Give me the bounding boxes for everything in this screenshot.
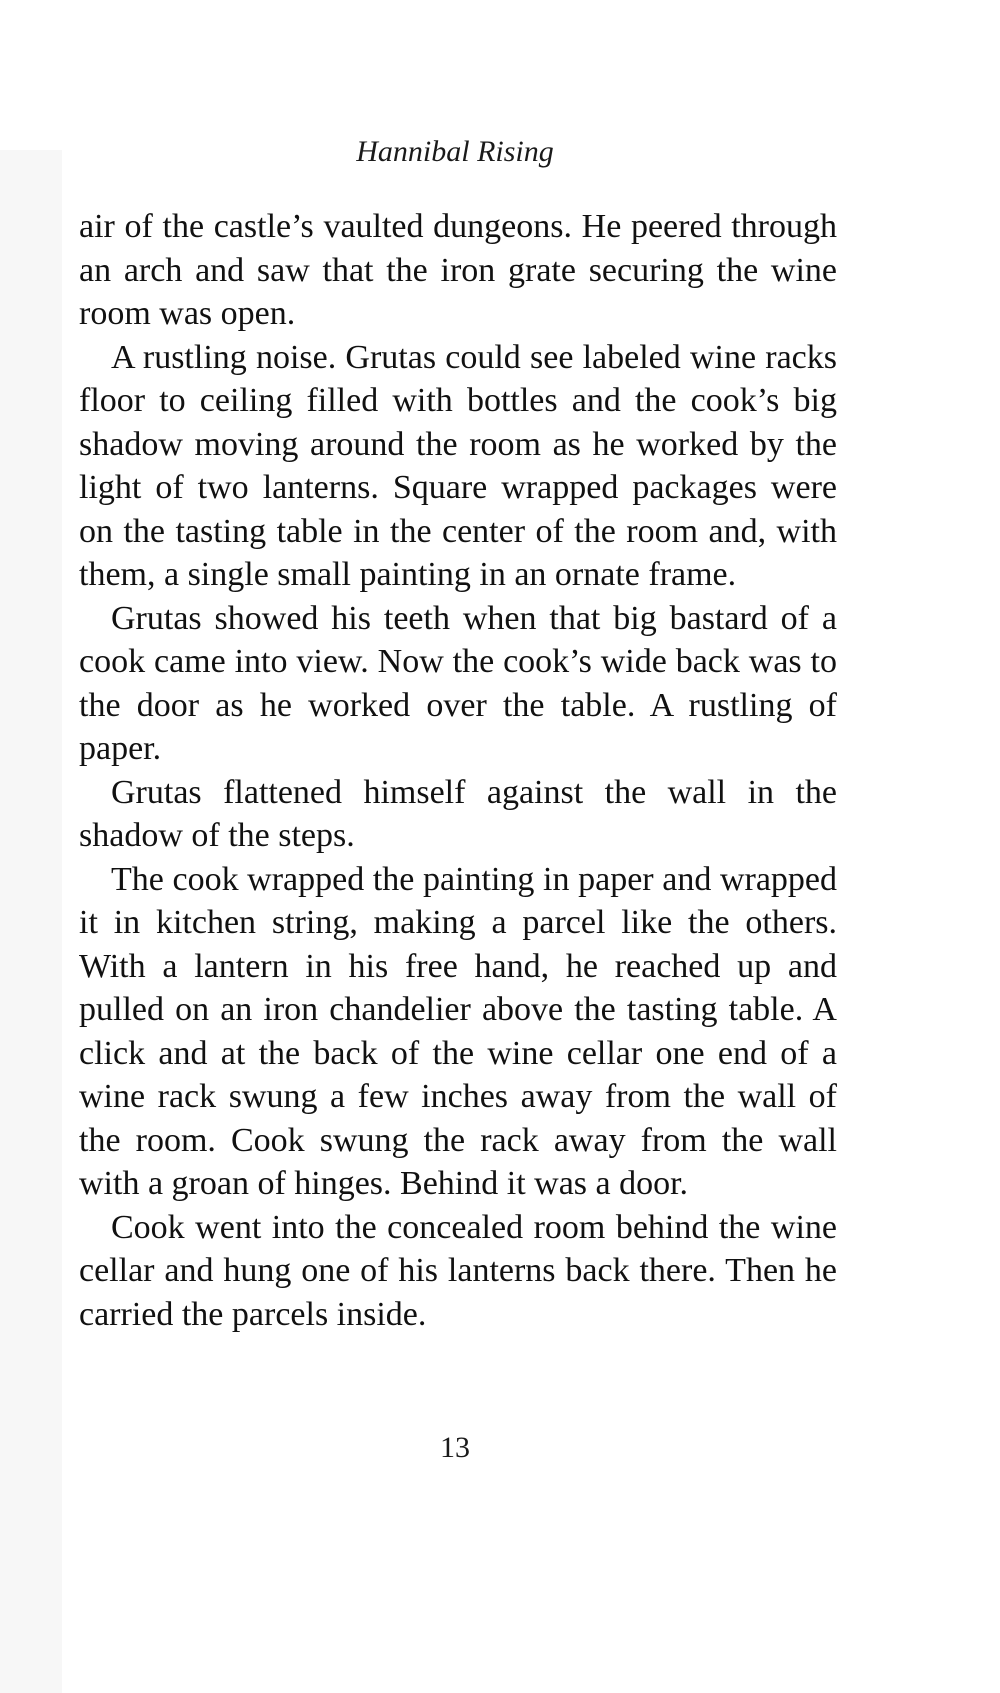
paragraph: air of the castle’s vaulted dungeons. He peered through an arch and saw that the iron grate securing the wine room was open.: [79, 208, 837, 332]
paragraph: Grutas showed his teeth when that big bastard of a cook came into view. Now the cook’s wide back was to the door as he worked over the table. A rustling of paper.: [79, 599, 837, 767]
body-text: [79, 205, 837, 1336]
paragraph: Grutas flattened himself against the wall in the shadow of the steps.: [79, 773, 837, 854]
paragraph: Cook went into the concealed room behind the wine cellar and hung one of his lanterns back there. Then he carried the parcels inside.: [79, 1208, 837, 1333]
page-number: 13: [440, 1431, 470, 1464]
running-head-title: Hannibal Rising: [356, 135, 554, 168]
paragraph: A rustling noise. Grutas could see labeled wine racks floor to ceiling filled with bottles and the cook’s big shadow moving around the room as he worked by the light of two lanterns. Square wrapped packages were on the tasting table in the center of the room and, with them, a single small painting in an ornate frame.: [79, 338, 837, 593]
paragraph: The cook wrapped the painting in paper and wrapped it in kitchen string, making a parcel like the others. With a lantern in his free hand, he reached up and pulled on an iron chandelier above the tasting table. A click and at the back of the wine cellar one end of a wine rack swung a few inches away from the wall of the room. Cook swung the rack away from the wall with a groan of hinges. Behind it was a door.: [79, 860, 837, 1202]
